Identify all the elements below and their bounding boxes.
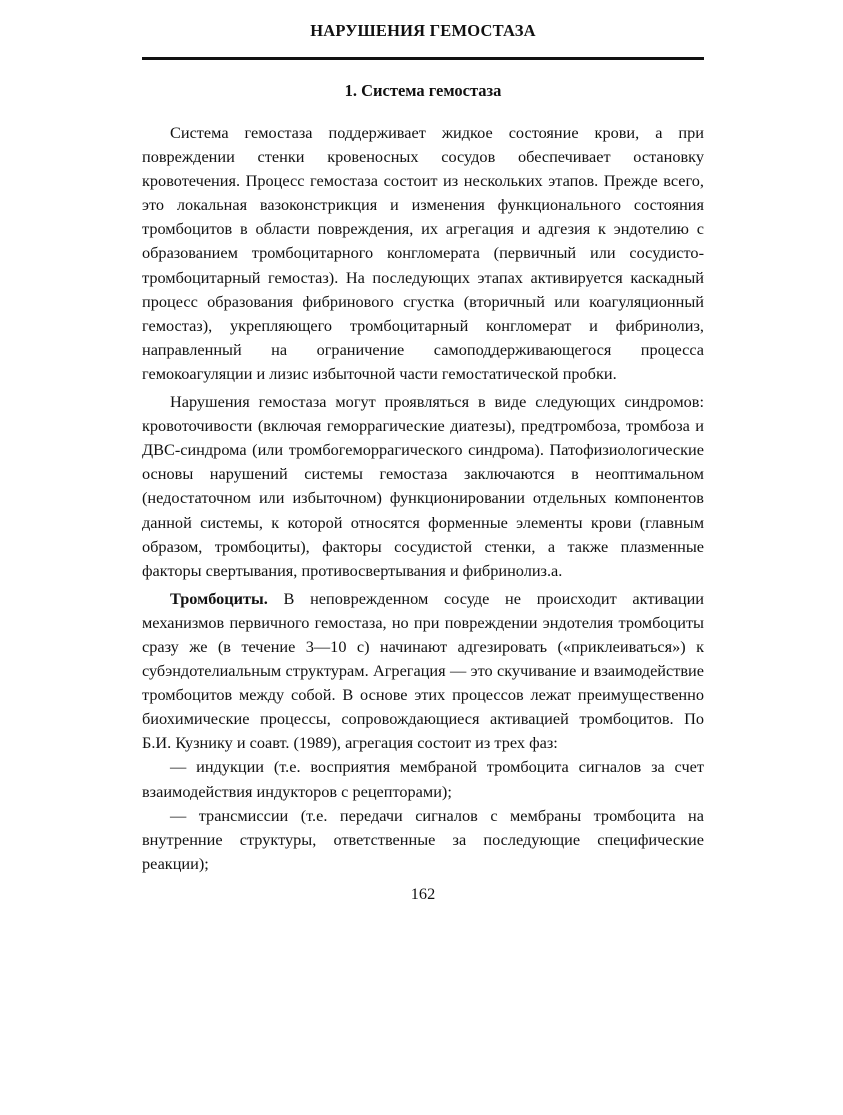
list-item-transmission: — трансмиссии (т.е. передачи сигналов с мембраны тромбоцита на внутренние структуры, ответственные за последующие специфические реакции); (142, 805, 704, 873)
section-title: 1. Система гемостаза (344, 81, 502, 100)
paragraph-hemostasis-disorders: Нарушения гемостаза могут проявляться в виде следующих синдромов: кровоточивости (включая геморрагические диатезы), предтромбоза, тромбоза и ДВС-синдрома (или тромбогеморрагического синдрома). Патофизиологические основы нарушений системы гемостаза заключаются в неоптимальном (недостаточном или избыточном) функционировании отдельных компонентов данной системы, к которой относятся форменные элементы крови (главным образом, тромбоциты), факторы сосудистой стенки, а также плазменные факторы свертывания, противосвертывания и фибринолиз.а. (142, 392, 704, 580)
platelets-lead-term: Тромбоциты. (170, 588, 268, 608)
body-text (142, 121, 704, 876)
header-rule (142, 57, 704, 60)
book-page (142, 20, 704, 905)
platelets-text: В неповрежденном сосуде не происходит активации механизмов первичного гемостаза, но при повреждении эндотелия тромбоциты сразу же (в течение 3—10 с) начинают адгезировать («приклеиваться») к субэндотелиальным структурам. Агрегация — это скучивание и взаимодействие тромбоцитов между собой. В основе этих процессов лежат преимущественно биохимические процессы, сопровождающиеся активацией тромбоцитов. По Б.И. Кузнику и соавт. (1989), агрегация состоит из трех фаз: (142, 588, 704, 753)
running-head: НАРУШЕНИЯ ГЕМОСТАЗА (310, 21, 536, 40)
list-item-induction: — индукции (т.е. восприятия мембраной тромбоцита сигналов за счет взаимодействия индукторов с рецепторами); (142, 757, 704, 801)
paragraph-platelets (142, 587, 704, 756)
paragraph-hemostasis-system: Система гемостаза поддерживает жидкое состояние крови, а при повреждении стенки кровеносных сосудов обеспечивает остановку кровотечения. Процесс гемостаза состоит из нескольких этапов. Прежде всего, это локальная вазоконстрикция и изменения функционального состояния тромбоцитов в области повреждения, их агрегация и адгезия к эндотелию с образованием тромбоцитарного конгломерата (первичный или сосудисто-тромбоцитарный гемостаз). На последующих этапах активируется каскадный процесс образования фибринового сгустка (вторичный или коагуляционный гемостаз), укрепляющего тромбоцитарный конгломерат и фибринолиз, направленный на ограничение самоподдерживающегося процесса гемокоагуляции и лизис избыточной части гемостатической пробки. (142, 123, 704, 383)
page-number: 162 (410, 883, 436, 903)
